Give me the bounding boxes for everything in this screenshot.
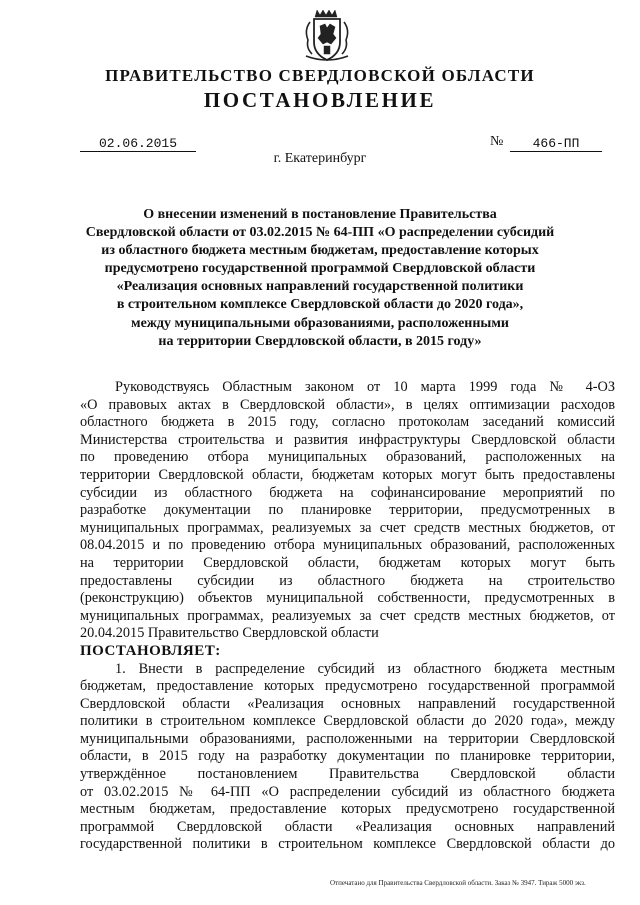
item-line: программой Свердловской области «Реализация основных направлений xyxy=(80,818,615,835)
document-body xyxy=(80,379,615,854)
preamble-line: 08.04.2015 и по проведению отбора муниципальных образований, расположенных xyxy=(80,537,615,554)
item-line: от 03.02.2015 № 64-ПП «О распределении субсидий из областного бюджета xyxy=(80,783,615,800)
document-type: ПОСТАНОВЛЕНИЕ xyxy=(203,88,437,112)
title-line: О внесении изменений в постановление Правительства xyxy=(143,207,497,222)
item-line: области, в 2015 году на разработку документации по планировке территории, xyxy=(80,748,615,765)
government-name: ПРАВИТЕЛЬСТВО СВЕРДЛОВСКОЙ ОБЛАСТИ xyxy=(105,66,535,85)
preamble-line: Руководствуясь Областным законом от 10 марта 1999 года № 4-ОЗ xyxy=(115,379,615,395)
preamble-line: муниципальных программах, реализуемых за счет средств местных бюджетов, от xyxy=(80,519,615,536)
preamble-line: предоставлены субсидии из областного бюджета на строительство xyxy=(80,572,615,589)
preamble-line: муниципальных программах, реализуемых за счет средств местных бюджетов, от xyxy=(80,607,615,624)
item-line: муниципальными образованиями, расположенными на территории Свердловской xyxy=(80,730,615,747)
title-line: в строительном комплексе Свердловской области до 2020 года», xyxy=(116,297,524,313)
print-footer: Отпечатано для Правительства Свердловской области. Заказ № 3947. Тираж 5000 экз. xyxy=(330,879,586,887)
preamble-line: «О правовых актах в Свердловской области», в целях оптимизации расходов xyxy=(80,396,615,413)
coat-of-arms-icon xyxy=(300,6,354,64)
item-line: утверждённое постановлением Правительства Свердловской области xyxy=(80,766,615,783)
title-line: между муниципальными образованиями, расположенными xyxy=(131,315,509,331)
title-line: «Реализация основных направлений государственной политики xyxy=(116,279,524,295)
title-line: Свердловской области от 03.02.2015 № 64-ПП «О распределении субсидий xyxy=(85,225,555,241)
preamble-line: (реконструкцию) объектов муниципальной собственности, предусмотренных в xyxy=(80,590,615,607)
document-number: 466-ПП xyxy=(510,136,602,152)
preamble-line: субсидии из областного бюджета на софинансирование мероприятий по xyxy=(80,484,615,501)
item-line: бюджетам, предоставление которых предусмотрено государственной программой xyxy=(80,678,615,695)
preamble-line: на территории Свердловской области, бюджетам которых могут быть xyxy=(80,554,615,571)
title-line: предусмотрено государственной программой Свердловской области xyxy=(104,261,536,277)
item-line: 1. Внести в распределение субсидий из областного бюджета местным xyxy=(115,660,615,677)
preamble-line: разработке документации по планировке территории, предусмотренных в xyxy=(80,502,615,519)
document-title xyxy=(60,206,580,351)
item-line: государственной политики в строительном комплексе Свердловской области до xyxy=(80,836,615,853)
title-line: на территории Свердловской области, в 2015 году» xyxy=(158,333,482,349)
document-date: 02.06.2015 xyxy=(80,136,196,152)
item-line: политики в строительном комплексе Свердловской области до 2020 года», между xyxy=(80,713,615,730)
title-line: из областного бюджета местным бюджетам, предоставление которых xyxy=(101,243,539,259)
city-name: г. Екатеринбург xyxy=(273,151,367,166)
item-line: местным бюджетам, предоставление которых предусмотрено государственной xyxy=(80,801,615,818)
preamble-line: Министерства строительства и развития инфраструктуры Свердловской области xyxy=(80,431,615,448)
item-line: Свердловской области «Реализация основных направлений государственной xyxy=(80,695,615,712)
preamble-line: 20.04.2015 Правительство Свердловской области xyxy=(80,625,379,642)
preamble-line: территории Свердловской области, бюджетам которых могут быть предоставлены xyxy=(80,466,615,483)
preamble-line: по проведению отбора муниципальных образований, расположенных на xyxy=(80,449,615,466)
resolve-heading: ПОСТАНОВЛЯЕТ: xyxy=(80,642,221,659)
number-sign: № xyxy=(490,134,504,149)
preamble-line: областного бюджета в 2015 году, согласно протоколам заседаний комиссий xyxy=(80,414,615,431)
